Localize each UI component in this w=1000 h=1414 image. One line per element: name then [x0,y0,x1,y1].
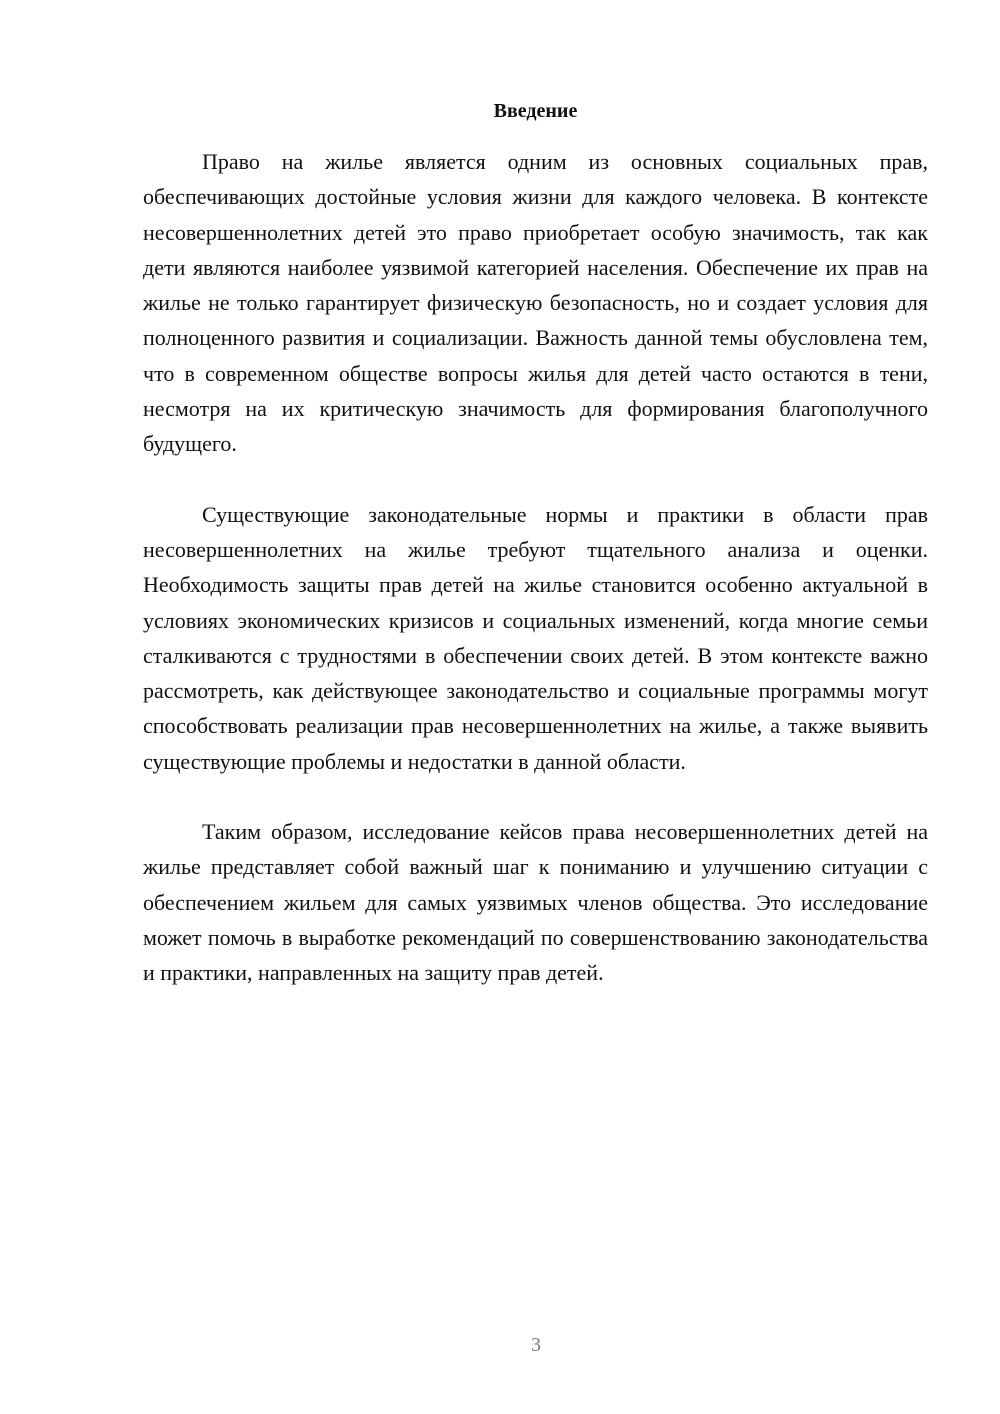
section-title: Введение [493,100,578,122]
document-content [143,94,928,991]
paragraph-3: Таким образом, исследование кейсов права несовершеннолетних детей на жилье представляет собой важный шаг к пониманию и улучшению ситуации с обеспечением жильем для самых уязвимых членов общества. Это исследование может помочь в выработке рекомендаций по совершенствованию законодательства и практики, направленных на защиту прав детей. [143,819,928,986]
page-number: 3 [531,1334,541,1356]
paragraph-1: Право на жилье является одним из основных социальных прав, обеспечивающих достойные условия жизни для каждого человека. В контексте несовершеннолетних детей это право приобретает особую значимость, так как дети являются наиболее уязвимой категорией населения. Обеспечение их прав на жилье не только гарантирует физическую безопасность, но и создает условия для полноценного развития и социализации. Важность данной темы обусловлена тем, что в современном обществе вопросы жилья для детей часто остаются в тени, несмотря на их критическую значимость для формирования благополучного будущего. [143,149,928,457]
paragraph-2: Существующие законодательные нормы и практики в области прав несовершеннолетних на жилье требуют тщательного анализа и оценки. Необходимость защиты прав детей на жилье становится особенно актуальной в условиях экономических кризисов и социальных изменений, когда многие семьи сталкиваются с трудностями в обеспечении своих детей. В этом контексте важно рассмотреть, как действующее законодательство и социальные программы могут способствовать реализации прав несовершеннолетних на жилье, а также выявить существующие проблемы и недостатки в данной области. [143,501,928,774]
